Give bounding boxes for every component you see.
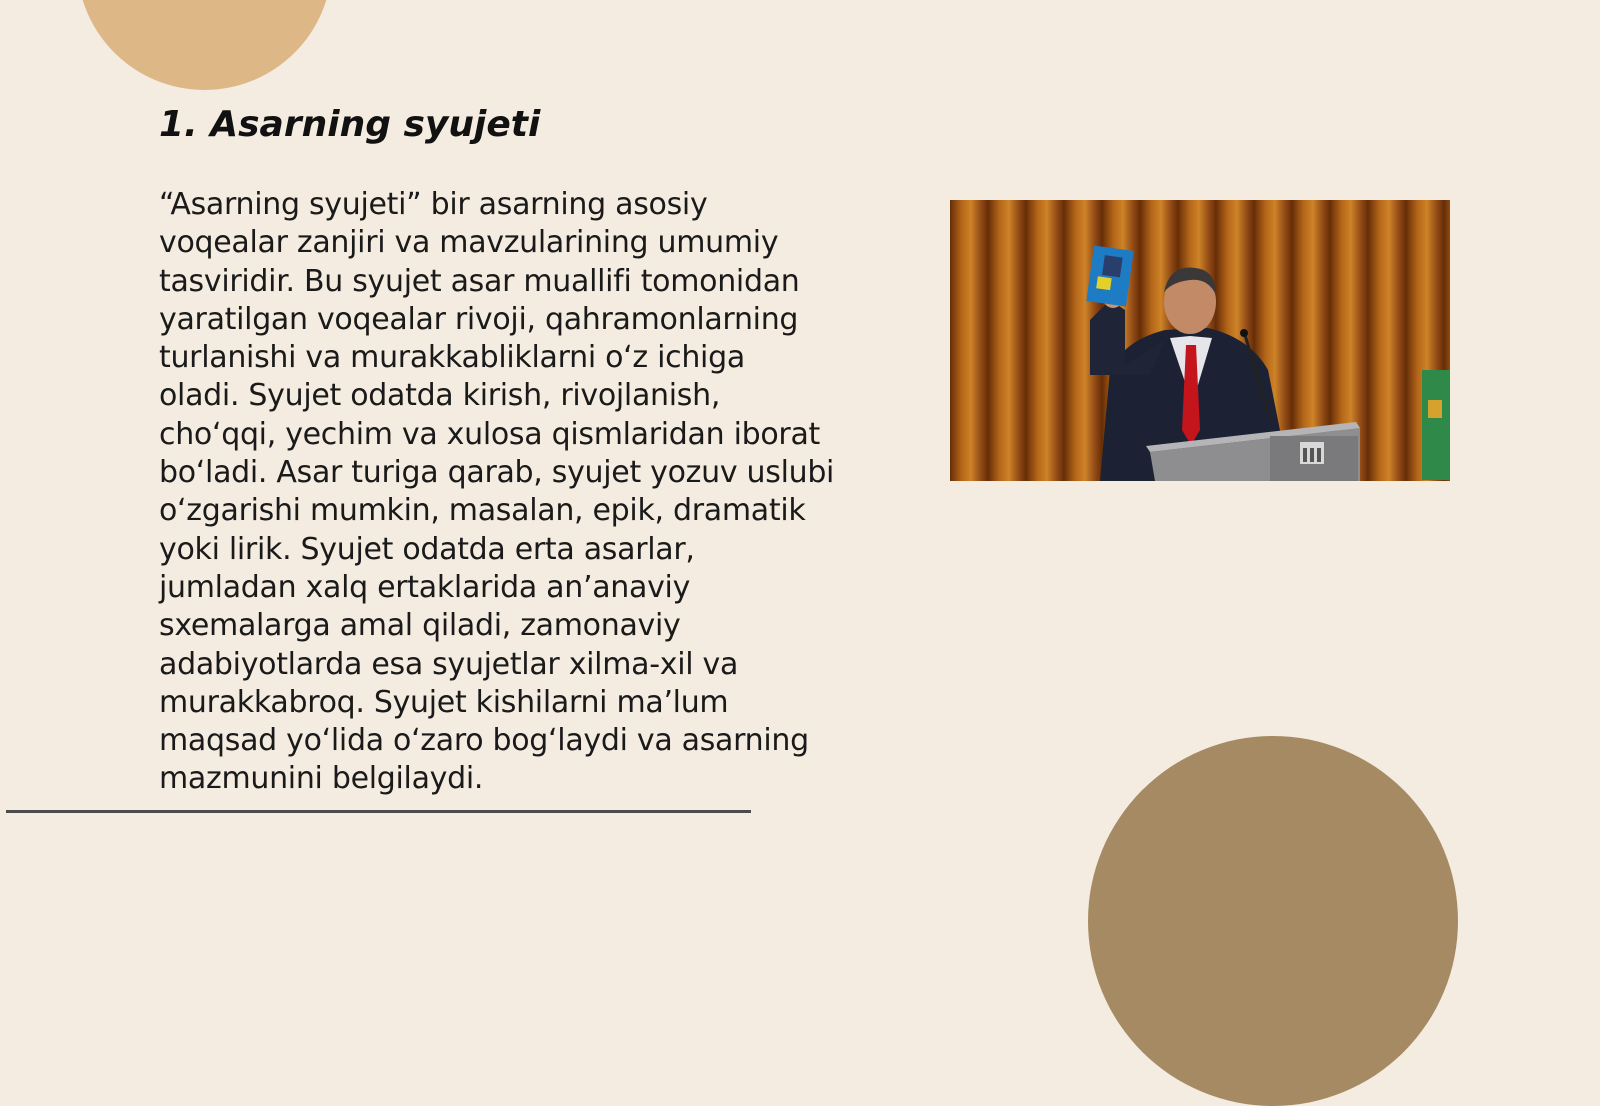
body-line: voqealar zanjiri va mavzularining umumiy — [159, 225, 779, 261]
body-line: adabiyotlarda esa syujetlar xilma-xil va — [159, 646, 739, 682]
body-line: bo‘ladi. Asar turiga qarab, syujet yozuv uslubi — [159, 455, 835, 491]
slide-title: 1. Asarning syujeti — [159, 104, 541, 145]
body-line: sxemalarga amal qiladi, zamonaviy — [159, 608, 681, 644]
slide-body-text — [159, 186, 849, 799]
body-line: mazmunini belgilaydi. — [159, 761, 484, 797]
body-line: jumladan xalq ertaklarida an’anaviy — [159, 569, 691, 605]
body-line: yoki lirik. Syujet odatda erta asarlar, — [159, 531, 695, 567]
body-line: oladi. Syujet odatda kirish, rivojlanish, — [159, 378, 721, 414]
body-line: murakkabroq. Syujet kishilarni ma’lum — [159, 684, 729, 720]
body-line: o‘zgarishi mumkin, masalan, epik, dramatik — [159, 493, 806, 529]
body-line: turlanishi va murakkabliklarni o‘z ichiga — [159, 340, 745, 376]
speaker-photo — [950, 200, 1450, 481]
body-line: “Asarning syujeti” bir asarning asosiy — [159, 187, 708, 222]
divider-line — [6, 810, 751, 813]
body-line: maqsad yo‘lida o‘zaro bog‘laydi va asarning — [159, 723, 809, 759]
body-line: cho‘qqi, yechim va xulosa qismlaridan iborat — [159, 416, 820, 452]
body-line: yaratilgan voqealar rivoji, qahramonlarning — [159, 301, 799, 337]
decorative-circle-bottom — [1088, 736, 1458, 1106]
decorative-circle-top — [77, 0, 332, 90]
body-line: tasviridir. Bu syujet asar muallifi tomonidan — [159, 263, 800, 299]
